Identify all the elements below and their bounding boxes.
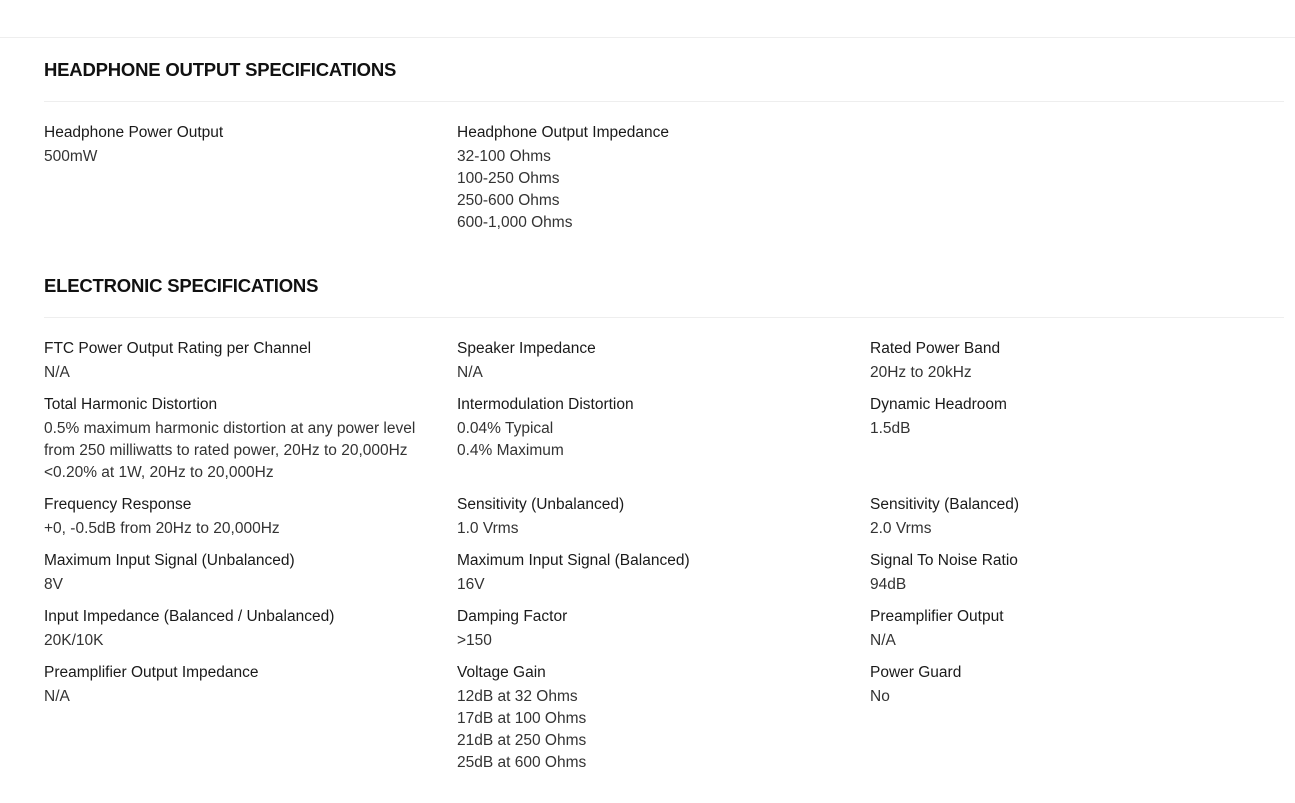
spec-label: Damping Factor (457, 608, 568, 625)
spec-value: +0, -0.5dB from 20Hz to 20,000Hz (44, 520, 280, 537)
spec-value: N/A (44, 688, 70, 705)
spec-label: Headphone Output Impedance (457, 124, 669, 141)
spec-value: 16V (457, 576, 485, 593)
spec-values (870, 518, 1284, 540)
spec-grid (44, 123, 1284, 245)
spec-label: Speaker Impedance (457, 340, 596, 357)
spec-value: No (870, 688, 890, 705)
spec-item (457, 123, 870, 234)
spec-item (44, 339, 457, 384)
spec-value: 250-600 Ohms (457, 192, 560, 209)
spec-values (457, 574, 870, 596)
spec-item (870, 395, 1284, 484)
spec-value: 25dB at 600 Ohms (457, 754, 587, 771)
section-title-headphone: HEADPHONE OUTPUT SPECIFICATIONS (44, 59, 397, 80)
spec-value: 8V (44, 576, 63, 593)
spec-item (44, 607, 457, 652)
spec-values (870, 418, 1284, 440)
spec-label: Frequency Response (44, 496, 192, 513)
spec-item (457, 395, 870, 484)
spec-item (870, 495, 1284, 540)
spec-value: 20K/10K (44, 632, 104, 649)
electronic-specifications-section (44, 275, 1284, 785)
spec-value: 1.5dB (870, 420, 911, 437)
spec-value: 0.5% maximum harmonic distortion at any power level (44, 420, 416, 437)
section-divider (44, 317, 1284, 318)
spec-item (870, 551, 1284, 596)
spec-label: Dynamic Headroom (870, 396, 1007, 413)
spec-item (44, 395, 457, 484)
spec-value: N/A (44, 364, 70, 381)
spec-item (44, 663, 457, 774)
spec-item (457, 495, 870, 540)
spec-values (44, 686, 457, 708)
spec-values (44, 630, 457, 652)
spec-value: 17dB at 100 Ohms (457, 710, 587, 727)
spec-item (457, 663, 870, 774)
spec-label: Maximum Input Signal (Unbalanced) (44, 552, 295, 569)
spec-values (457, 518, 870, 540)
spec-value: N/A (870, 632, 896, 649)
spec-value: 0.4% Maximum (457, 442, 564, 459)
spec-item (44, 495, 457, 540)
spec-label: FTC Power Output Rating per Channel (44, 340, 312, 357)
spec-values (870, 362, 1284, 384)
spec-label: Voltage Gain (457, 664, 546, 681)
spec-value: 12dB at 32 Ohms (457, 688, 578, 705)
spec-value: 2.0 Vrms (870, 520, 932, 537)
spec-label: Preamplifier Output Impedance (44, 664, 259, 681)
spec-item (457, 339, 870, 384)
spec-item (44, 551, 457, 596)
spec-value: 600-1,000 Ohms (457, 214, 573, 231)
spec-item (870, 339, 1284, 384)
spec-label: Maximum Input Signal (Balanced) (457, 552, 690, 569)
spec-value: N/A (457, 364, 483, 381)
spec-label: Headphone Power Output (44, 124, 224, 141)
spec-label: Total Harmonic Distortion (44, 396, 218, 413)
spec-value: 32-100 Ohms (457, 148, 551, 165)
spec-value: from 250 milliwatts to rated power, 20Hz to 20,000Hz (44, 442, 408, 459)
spec-value: 100-250 Ohms (457, 170, 560, 187)
spec-label: Intermodulation Distortion (457, 396, 634, 413)
spec-values (457, 418, 870, 462)
section-title-electronic: ELECTRONIC SPECIFICATIONS (44, 275, 319, 296)
spec-values (457, 630, 870, 652)
spec-value: 500mW (44, 148, 98, 165)
spec-label: Preamplifier Output (870, 608, 1004, 625)
spec-value: 1.0 Vrms (457, 520, 519, 537)
spec-values (44, 518, 457, 540)
spec-value: 21dB at 250 Ohms (457, 732, 587, 749)
spec-value: 0.04% Typical (457, 420, 554, 437)
spec-values (457, 146, 870, 234)
spec-values (870, 630, 1284, 652)
spec-values (457, 686, 870, 774)
spec-value: <0.20% at 1W, 20Hz to 20,000Hz (44, 464, 274, 481)
spec-value: 94dB (870, 576, 907, 593)
spec-item (457, 551, 870, 596)
top-divider (0, 37, 1295, 38)
spec-values (457, 362, 870, 384)
spec-values (44, 574, 457, 596)
spec-values (44, 418, 457, 484)
spec-item (870, 607, 1284, 652)
headphone-output-section (44, 59, 1284, 245)
spec-item (44, 123, 457, 234)
spec-label: Power Guard (870, 664, 962, 681)
spec-value: >150 (457, 632, 492, 649)
spec-values (870, 686, 1284, 708)
spec-label: Rated Power Band (870, 340, 1001, 357)
spec-grid (44, 339, 1284, 785)
spec-value: 20Hz to 20kHz (870, 364, 972, 381)
spec-item (870, 663, 1284, 774)
spec-label: Signal To Noise Ratio (870, 552, 1018, 569)
spec-label: Sensitivity (Unbalanced) (457, 496, 625, 513)
section-divider (44, 101, 1284, 102)
spec-label: Input Impedance (Balanced / Unbalanced) (44, 608, 335, 625)
spec-item (457, 607, 870, 652)
spec-label: Sensitivity (Balanced) (870, 496, 1020, 513)
spec-values (44, 362, 457, 384)
spec-values (870, 574, 1284, 596)
spec-values (44, 146, 457, 168)
